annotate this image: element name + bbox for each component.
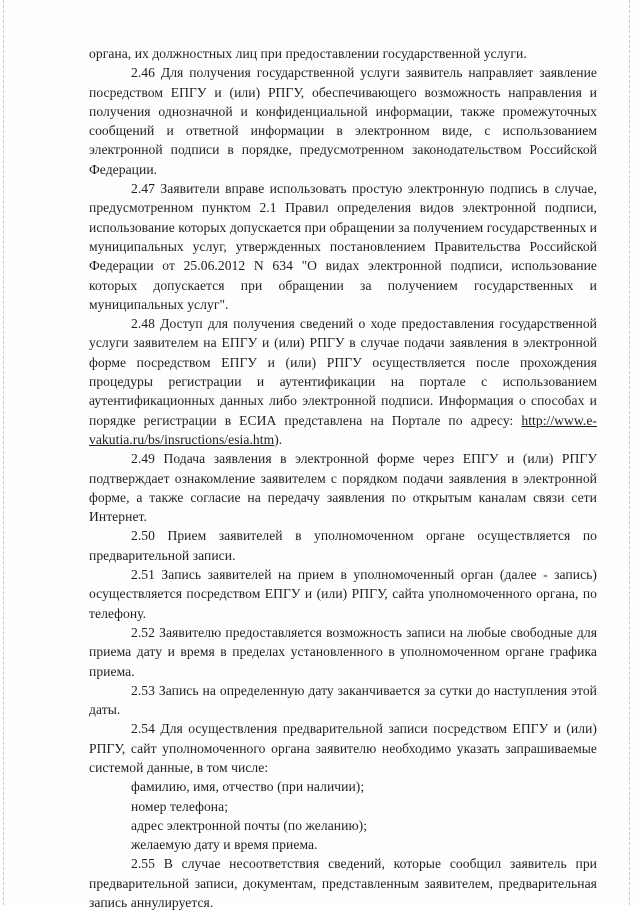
paragraph-2-48 <box>89 314 597 449</box>
document-body <box>89 44 597 912</box>
paragraph-2-51: 2.51 Запись заявителей на прием в уполномоченный орган (далее - запись) осуществляется посредством ЕПГУ и (или) РПГУ, сайта уполномоченного органа, по телефону. <box>89 567 597 621</box>
paragraph-2-55: 2.55 В случае несоответствия сведений, которые сообщил заявитель при предварительной записи, документам, представленным заявителем, предварительная запись аннулируется. <box>89 856 597 911</box>
paragraph-2-50: 2.50 Прием заявителей в уполномоченном органе осуществляется по предварительной записи. <box>89 528 597 563</box>
paragraph-2-54: 2.54 Для осуществления предварительной записи посредством ЕПГУ и (или) РПГУ, сайт уполномоченного органа заявителю необходимо указать запрашиваемые системой данные, в том числе: <box>89 721 597 775</box>
list-item: фамилию, имя, отчество (при наличии); <box>131 779 365 795</box>
paragraph-2-48-text: 2.48 Доступ для получения сведений о ходе предоставления государственной услуги заявителем на ЕПГУ и (или) РПГУ в случае подачи заявления в электронной форме посредством ЕПГУ и (или) РПГУ осуществляется после прохождения процедуры регистрации и аутентификации на портале с использованием аутентификационных данных либо электронной подписи. Информация о способах и порядке регистрации в ЕСИА представлена на Портале по адресу: <box>89 316 597 428</box>
paragraph-2-53: 2.53 Запись на определенную дату заканчивается за сутки до наступления этой даты. <box>89 682 597 718</box>
esia-link[interactable]: http://www.e-vakutia.ru/bs/insructions/esia.htm <box>89 412 597 447</box>
paragraph-lead: органа, их должностных лиц при предоставлении государственной услуги. <box>89 46 527 61</box>
paragraph-2-52: 2.52 Заявителю предоставляется возможность записи на любые свободные для приема дату и время в пределах установленного в уполномоченном органе графика приема. <box>89 624 597 679</box>
list-item: номер телефона; <box>131 798 229 814</box>
scan-edge-right <box>629 0 632 905</box>
list-item: адрес электронной почты (по желанию); <box>131 817 368 833</box>
paragraph-2-47: 2.47 Заявители вправе использовать простую электронную подпись в случае, предусмотренном пунктом 2.1 Правил определения видов электронной подписи, использование которых допускается при обращении за получением государственных и муниципальных услуг, утвержденных постановлением Правительства Российской Федерации от 25.06.2012 N 634 "О видах электронной подписи, использование которых допускается при обращении за получением государственных и муниципальных услуг". <box>89 181 597 312</box>
scan-edge-left <box>3 0 6 905</box>
paragraph-2-49: 2.49 Подача заявления в электронной форме через ЕПГУ и (или) РПГУ подтверждает ознакомление заявителем с порядком подачи заявления в электронной форме, а также согласие на передачу заявления по открытым каналам связи сети Интернет. <box>89 451 597 525</box>
paragraph-2-46: 2.46 Для получения государственной услуги заявитель направляет заявление посредством ЕПГУ и (или) РПГУ, обеспечивающего возможность направления и получения однозначной и конфиденциальной информации, также промежуточных сообщений и ответной информации в электронном виде, с использованием электронной подписи в порядке, предусмотренном законодательством Российской Федерации. <box>89 65 597 177</box>
paragraph-2-48-end: ). <box>274 431 283 447</box>
list-item: желаемую дату и время приема. <box>131 837 318 853</box>
